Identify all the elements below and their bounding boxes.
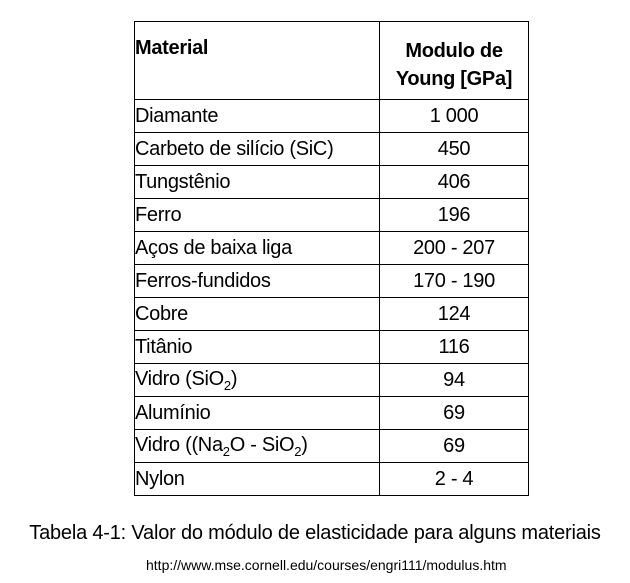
modulus-cell: 69: [380, 397, 529, 430]
material-cell: Titânio: [135, 331, 380, 364]
material-cell: Diamante: [135, 100, 380, 133]
modulus-cell: 406: [380, 166, 529, 199]
material-cell: Nylon: [135, 463, 380, 496]
table-caption: Tabela 4-1: Valor do módulo de elasticidade para alguns materiais: [29, 522, 601, 544]
subscript: 2: [222, 443, 230, 459]
material-text: Vidro ((Na: [135, 433, 223, 456]
subscript: 2: [223, 377, 231, 393]
table-row: [135, 265, 529, 298]
table-row: [135, 133, 529, 166]
material-cell: [135, 430, 380, 463]
material-text: ): [230, 367, 238, 390]
header-modulus: [380, 22, 529, 100]
material-text: ): [301, 433, 308, 456]
modulus-cell: 170 - 190: [380, 265, 529, 298]
table-row: [135, 331, 529, 364]
header-modulus-line2: Young [GPa]: [395, 68, 513, 90]
table-row: [135, 430, 529, 463]
table-row: [135, 232, 529, 265]
modulus-cell: 116: [380, 331, 529, 364]
material-cell: Ferros-fundidos: [135, 265, 380, 298]
table-row: [135, 166, 529, 199]
material-cell: Carbeto de silício (SiC): [135, 133, 380, 166]
table-row: [135, 100, 529, 133]
header-modulus-line1: Modulo de: [405, 40, 503, 62]
material-cell: Alumínio: [135, 397, 380, 430]
modulus-cell: 2 - 4: [380, 463, 529, 496]
material-cell: [135, 364, 380, 397]
material-cell: Ferro: [135, 199, 380, 232]
modulus-cell: 69: [380, 430, 529, 463]
table-row: [135, 364, 529, 397]
table-row: [135, 298, 529, 331]
modulus-cell: 124: [380, 298, 529, 331]
material-cell: Aços de baixa liga: [135, 232, 380, 265]
table-row: [135, 397, 529, 430]
modulus-cell: 1 000: [380, 100, 529, 133]
subscript: 2: [294, 443, 302, 459]
modulus-cell: 200 - 207: [380, 232, 529, 265]
modulus-cell: 196: [380, 199, 529, 232]
table-row: [135, 463, 529, 496]
material-cell: Cobre: [135, 298, 380, 331]
material-text: Vidro (SiO: [135, 367, 224, 390]
modulus-cell: 94: [380, 364, 529, 397]
modulus-table: [134, 21, 529, 496]
material-text: O - SiO: [229, 433, 295, 456]
source-url: http://www.mse.cornell.edu/courses/engri111/modulus.htm: [146, 557, 507, 573]
table-header-row: [135, 22, 529, 100]
modulus-cell: 450: [380, 133, 529, 166]
header-material: Material: [135, 22, 380, 100]
table-row: [135, 199, 529, 232]
material-cell: Tungstênio: [135, 166, 380, 199]
